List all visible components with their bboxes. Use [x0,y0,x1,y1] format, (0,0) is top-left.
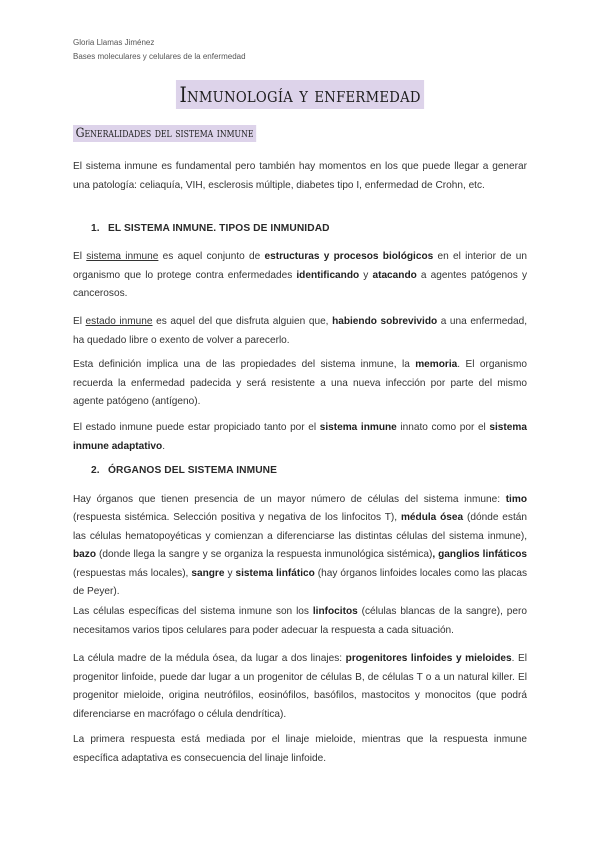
s2-paragraph-4: La primera respuesta está mediada por el linaje mieloide, mientras que la respuesta inmune específica adaptativa es consecuencia del linaje linfoide. [73,734,527,764]
s1-paragraph-1: El sistema inmune es aquel conjunto de estructuras y procesos biológicos en el interior de un organismo que lo protege contra enfermedades identificando y atacando a agentes patógenos y cancerosos. [73,251,528,299]
s2-paragraph-1: Hay órganos que tienen presencia de un mayor número de células del sistema inmune: timo (respuesta sistémica. Selección positiva y negativa de los linfocitos T), médula ósea (dónde están las células hematopoyéticas y comienzan a diferenciarse las distintas células del sistema inmune), bazo (donde llega la sangre y se organiza la respuesta inmunológica sistémica), ganglios linfáticos (respuestas más locales), sangre y sistema linfático (hay órganos linfoides locales como las placas de Peyer). [73,494,528,598]
section-2-number: 2. [91,465,100,476]
author-name: Gloria Llamas Jiménez [73,38,155,47]
s1-paragraph-3: Esta definición implica una de las propiedades del sistema inmune, la memoria. El organismo recuerda la enfermedad padecida y será resistente a una nueva infección por parte del mismo agente patógeno (antígeno). [73,359,527,407]
page-header [73,36,246,64]
section-1-heading [91,223,330,234]
title-wrapper [0,80,600,109]
section-2-title: ÓRGANOS DEL SISTEMA INMUNE [108,465,278,476]
s1-paragraph-2: El estado inmune es aquel del que disfruta alguien que, habiendo sobrevivido a una enfermedad, ha quedado libre o exento de volver a parecerlo. [73,316,527,346]
section-1-title: EL SISTEMA INMUNE. TIPOS DE INMUNIDAD [108,223,330,234]
s2-paragraph-2: Las células específicas del sistema inmune son los linfocitos (células blancas de la sangre), pero necesitamos varios tipos celulares para poder adecuar la respuesta a cada situación. [73,606,527,636]
section-subtitle: Generalidades del sistema inmune [73,125,256,142]
s2-paragraph-3: La célula madre de la médula ósea, da lugar a dos linajes: progenitores linfoides y mieloides. El progenitor linfoide, puede dar lugar a un progenitor de células B, de células T o a un natural killer. El progenitor mieloide, origina neutrófilos, eosinófilos, basófilos, mastocitos y monocitos (que podrá diferenciarse en macrófago o célula dendrítica). [73,653,527,720]
section-1-number: 1. [91,223,100,234]
s1-paragraph-4: El estado inmune puede estar propiciado tanto por el sistema inmune innato como por el sistema inmune adaptativo. [73,422,527,452]
term-sistema-inmune: sistema inmune [86,251,159,262]
intro-paragraph: El sistema inmune es fundamental pero también hay momentos en los que puede llegar a generar una patología: celiaquía, VIH, esclerosis múltiple, diabetes tipo I, enfermedad de Crohn, etc. [73,161,527,191]
document-title: Inmunología y enfermedad [176,80,424,109]
section-2-heading [91,465,277,476]
course-name: Bases moleculares y celulares de la enfermedad [73,52,246,61]
term-estado-inmune: estado inmune [85,316,153,327]
